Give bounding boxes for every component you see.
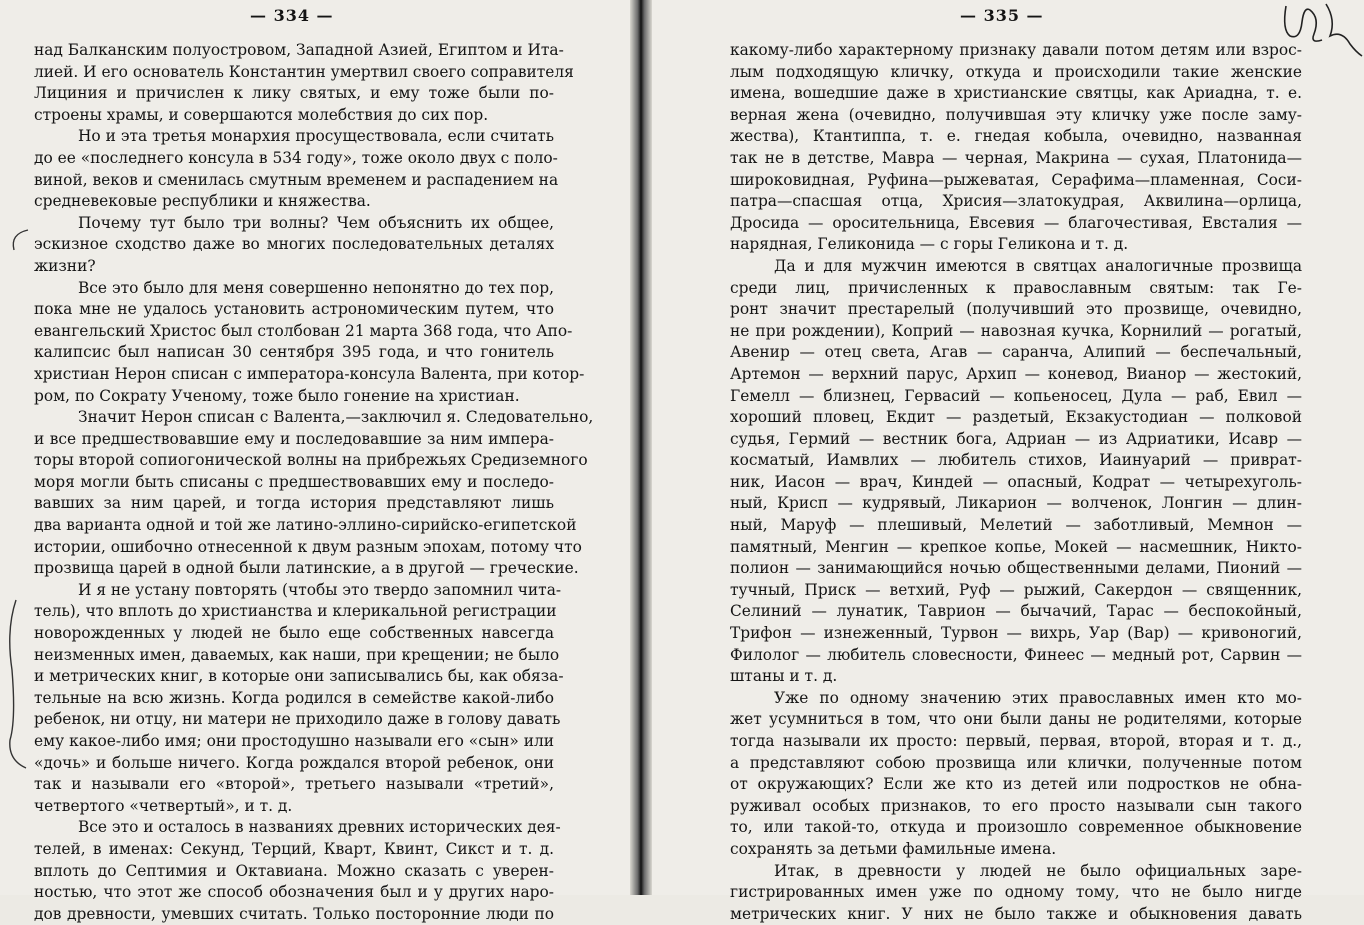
text-line: широковидная, Руфина—рыжеватая, Серафима—пламенная, Соси- (730, 170, 1302, 189)
text-line: тучный, Приск — ветхий, Руф — рыжий, Сакердон — священник, (730, 580, 1302, 599)
text-line: дов древности, умевших считать. Только посторонние люди по (34, 904, 554, 923)
text-line: Значит Нерон списан с Валента,—заключил я. Следовательно, (78, 408, 594, 427)
text-line: Гемелл — близнец, Гервасий — копьеносец, Дула — раб, Евил — (730, 386, 1302, 405)
text-line: Дросида — оросительница, Евсевия — благочестивая, Евсталия — (730, 213, 1302, 232)
text-line: нарядная, Геликонида — с горы Геликона и т. д. (730, 235, 1129, 254)
text-line: и метрических книг, в которые они записывались бы, как обяза- (34, 667, 564, 686)
text-line: христиан Нерон списан с императора-консула Валента, при котор- (34, 364, 585, 383)
right-page (650, 0, 1364, 923)
text-line: тельные на всю жизнь. Когда родился в семействе какой-либо (34, 688, 554, 707)
text-line: средневековые республики и княжества. (34, 192, 371, 211)
text-line: четвертого «четвертый», и т. д. (34, 796, 293, 815)
text-line: то, или такой-то, откуда и произошло современное обыкновение (730, 818, 1302, 837)
text-line: торы второй сопиогонической волны на прибрежьях Средиземного (34, 451, 588, 470)
text-line: вплоть до Септимия и Октавиана. Можно сказать с уверен- (34, 861, 554, 880)
text-line: Филолог — любитель словесности, Финеес — медный рот, Сарвин — (730, 645, 1302, 664)
text-line: евангельский Христос был столбован 21 марта 368 года, что Апо- (34, 321, 573, 340)
text-line: верная жена (очевидно, получившая эту кличку уже после заму- (730, 105, 1302, 124)
text-line: Авенир — отец света, Агав — саранча, Алипий — беспечальный, (730, 343, 1302, 362)
text-line: полион — занимающийся ночью общественными делами, Пионий — (730, 559, 1302, 578)
text-line: метрических книг. У них не было также и обыкновения давать (730, 904, 1302, 923)
text-line: а представляют собою прозвища или клички, полученные потом (730, 753, 1302, 772)
text-line: какому-либо характерному признаку давали потом детям или взрос- (730, 41, 1302, 59)
text-line: ностью, что этот же способ обозначения был и у других наро- (34, 883, 554, 902)
text-line: руживал особых признаков, то его просто называли сын такого (730, 796, 1302, 815)
text-line: гистрированных имен уже по одному тому, что не было нигде (730, 883, 1302, 902)
text-line: Уже по одному значению этих православных имен кто мо- (774, 688, 1302, 707)
text-line: до ее «последнего консула в 534 году», тоже около двух с поло- (34, 148, 558, 167)
text-line: Селиний — лунатик, Таврион — бычачий, Тарас — беспокойный, (730, 602, 1302, 621)
page-number-right: — 335 — (960, 6, 1044, 25)
text-line: новорожденных у людей не было еще собственных навсегда (34, 624, 554, 643)
text-line: памятный, Менгин — крепкое копье, Мокей — насмешник, Никто- (730, 537, 1302, 556)
text-line: от окружающих? Если же кто из детей или подростков не обна- (730, 775, 1302, 794)
text-line: Все это было для меня совершенно непонятно до тех пор, (78, 278, 554, 297)
text-line: судья, Гермий — вестник бога, Адриан — из Адриатики, Исавр — (730, 429, 1302, 448)
text-line: строены храмы, и совершаются молебствия до сих пор. (34, 105, 489, 124)
text-line: так не в детстве, Мавра — черная, Макрина — сухая, Платонида— (730, 148, 1302, 167)
text-line: Все это и осталось в названиях древних исторических дея- (78, 818, 561, 837)
text-line: над Балканским полуостровом, Западной Азией, Египтом и Ита- (34, 41, 564, 59)
book-gutter (630, 0, 652, 895)
text-line: тель), что вплоть до христианства и клерикальной регистрации (34, 602, 557, 621)
text-line: Да и для мужчин имеются в святцах аналогичные прозвища (774, 256, 1302, 275)
text-line: моря могли быть списаны с предшествовавших ему и последо- (34, 472, 554, 491)
text-line: тогда называли их просто: первый, первая, второй, вторая и т. д., (730, 732, 1302, 750)
text-line: так и называли его «второй», третьего называли «третий», (34, 775, 554, 794)
text-line: «дочь» и больше ничего. Когда рождался второй ребенок, они (34, 753, 554, 772)
text-line: И я не устану повторять (чтобы это твердо запомнил чита- (78, 580, 562, 599)
text-line: патра—спасшая отца, Хрисия—златокудрая, Аквилина—орлица, (730, 192, 1302, 211)
text-line: Итак, в древности у людей не было официальных заре- (774, 861, 1302, 880)
text-line: лией. И его основатель Константин умертвил своего соправителя (34, 62, 574, 81)
handwritten-note-icon (1280, 0, 1364, 60)
text-line: прозвища царей в одной были латинские, а в другой — греческие. (34, 559, 579, 578)
text-line: эскизное сходство даже во многих последовательных деталях (34, 235, 554, 254)
text-line: ронт значит престарелый (получивший это прозвище, очевидно, (730, 300, 1302, 319)
text-line: Лициния и причислен к лику святых, и ему тоже были по- (34, 84, 554, 103)
text-line: имена, вошедшие даже в христианские святцы, как Ариадна, т. е. (730, 84, 1302, 103)
text-line: ный, Маруф — плешивый, Мелетий — заботливый, Мемнон — (730, 516, 1302, 535)
text-line: и все предшествовавшие ему и последовавшие за ним импера- (34, 429, 554, 448)
text-line: два варианта одной и той же латино-эллино-сирийско-египетской (34, 516, 577, 535)
text-line: не при рождении), Коприй — навозная кучка, Корнилий — рогатый, (730, 321, 1302, 340)
text-line: хороший пловец, Екдит — раздетый, Екзакустодиан — полковой (730, 408, 1302, 427)
text-line: косматый, Иамвлих — любитель стихов, Иаинуарий — приврат- (730, 451, 1302, 470)
left-page (0, 0, 632, 923)
text-line: истории, ошибочно отнесенной к двум разным эпохам, потому что (34, 537, 582, 556)
text-line: неизменных имен, даваемых, как наши, при крещении; не было (34, 645, 560, 664)
text-line: ему какое-либо имя; они простодушно называли его «сын» или (34, 732, 554, 750)
text-line: среди лиц, причисленных к православным святым: так Ге- (730, 278, 1302, 297)
text-line: телей, в именах: Секунд, Терций, Кварт, Квинт, Сикст и т. д. (34, 839, 554, 858)
text-line: ром, по Сократу Ученому, тоже было гонение на христиан. (34, 386, 520, 405)
text-line: виной, веков и сменилась смутным временем и распадением на (34, 170, 559, 189)
text-line: штаны и т. д. (730, 667, 838, 686)
page-number-left: — 334 — (250, 6, 334, 25)
text-line: Но и эта третья монархия просуществовала, если считать (78, 127, 554, 146)
text-line: ный, Крисп — кудрявый, Ликарион — волченок, Лонгин — длин- (730, 494, 1302, 513)
text-line: Трифон — изнеженный, Турвон — вихрь, Уар (Вар) — кривоногий, (730, 624, 1302, 643)
text-line: пока мне не удалось установить астрономическим путем, что (34, 300, 554, 319)
text-line: жизни? (34, 256, 96, 275)
text-line: Артемон — верхний парус, Архип — коневод, Вианор — жестокий, (730, 364, 1302, 383)
left-body-text (34, 40, 594, 925)
text-line: лым подходящую кличку, откуда и происходили такие женские (730, 62, 1302, 81)
text-line: жества), Ктантиппа, т. е. гнедая кобыла, очевидно, названная (730, 127, 1302, 146)
text-line: калипсис был написан 30 сентября 395 года, и что гонитель (34, 343, 554, 362)
text-line: сохранять за детьми фамильные имена. (730, 839, 1057, 858)
text-line: ник, Иасон — врач, Киндей — опасный, Кодрат — четырехуголь- (730, 472, 1302, 491)
text-line: вавших за ним царей, и тогда история представляют лишь (34, 494, 554, 513)
text-line: ребенок, ни отцу, ни матери не приходило даже в голову давать (34, 710, 561, 729)
text-line: жет усумниться в том, что они были даны не родителями, которые (730, 710, 1302, 729)
left-brace-icon (2, 220, 32, 780)
text-line: Почему тут было три волны? Чем объяснить их общее, (78, 213, 554, 232)
right-body-text (730, 40, 1302, 925)
